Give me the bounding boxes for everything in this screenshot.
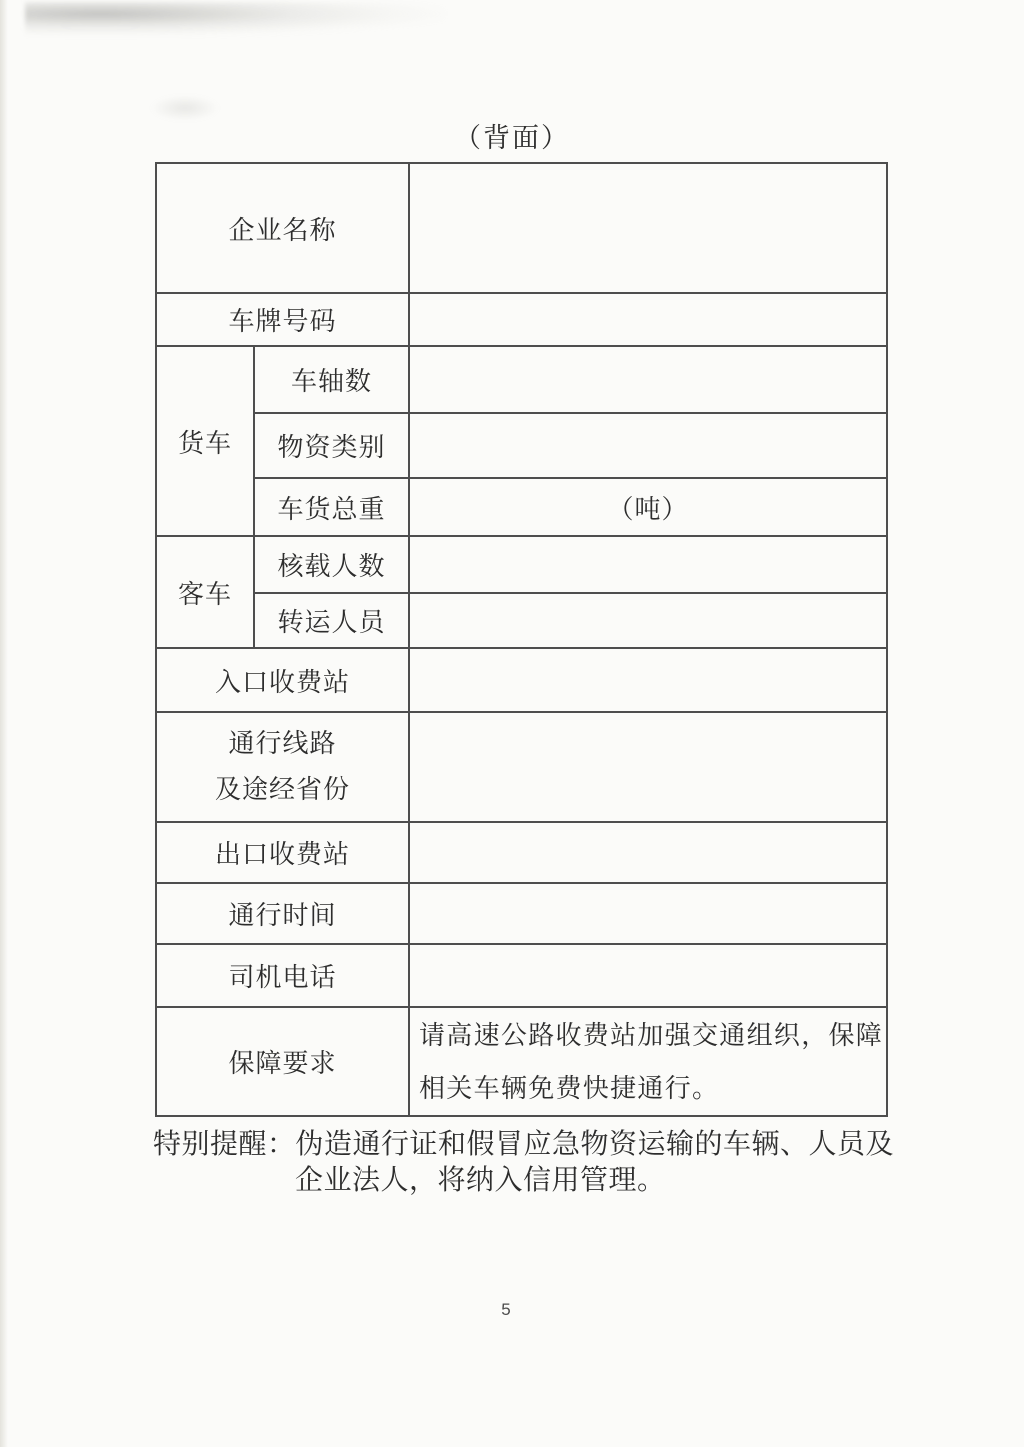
plate-number-value-cell xyxy=(409,293,887,346)
material-category-value-cell xyxy=(409,413,887,478)
row-exit-toll xyxy=(156,822,887,883)
guarantee-label: 保障要求 xyxy=(156,1007,409,1116)
guarantee-text-line2: 相关车辆免费快捷通行。 xyxy=(419,1073,720,1103)
guarantee-text-line1: 请高速公路收费站加强交通组织，保障 xyxy=(419,1020,884,1050)
passenger-capacity-value-cell xyxy=(409,536,887,593)
scan-edge-shadow xyxy=(0,0,8,1447)
row-transit-time xyxy=(156,883,887,944)
driver-phone-label: 司机电话 xyxy=(156,944,409,1007)
exit-toll-value-cell xyxy=(409,822,887,883)
gross-weight-unit-cell: （吨） xyxy=(409,478,887,536)
entrance-toll-value-cell xyxy=(409,648,887,712)
row-truck-weight xyxy=(156,478,887,536)
scan-artifact xyxy=(25,2,445,36)
axle-count-value-cell xyxy=(409,346,887,413)
material-category-label: 物资类别 xyxy=(254,413,409,478)
company-name-label: 企业名称 xyxy=(156,163,409,293)
row-guarantee xyxy=(156,1007,887,1116)
bus-group-label: 客车 xyxy=(156,536,254,648)
route-label-line2: 及途经省份 xyxy=(214,775,350,804)
transfer-personnel-value-cell xyxy=(409,593,887,648)
row-truck-material xyxy=(156,413,887,478)
transit-time-label: 通行时间 xyxy=(156,883,409,944)
row-bus-personnel xyxy=(156,593,887,648)
row-company-name xyxy=(156,163,887,293)
transit-time-value-cell xyxy=(409,883,887,944)
reminder-line1 xyxy=(153,1127,898,1163)
entrance-toll-label: 入口收费站 xyxy=(156,648,409,712)
driver-phone-value-cell xyxy=(409,944,887,1007)
page-number: 5 xyxy=(501,1300,511,1319)
route-label xyxy=(156,712,409,822)
reminder-label: 特别提醒： xyxy=(153,1129,296,1160)
pass-form-table xyxy=(155,162,888,1117)
route-value-cell xyxy=(409,712,887,822)
reminder-text-line1: 伪造通行证和假冒应急物资运输的车辆、人员及 xyxy=(295,1129,895,1160)
special-reminder xyxy=(153,1127,898,1199)
guarantee-text-cell xyxy=(409,1007,887,1116)
gross-weight-label: 车货总重 xyxy=(254,478,409,536)
page-title: （背面） xyxy=(454,123,570,153)
truck-group-label: 货车 xyxy=(156,346,254,536)
row-bus-capacity xyxy=(156,536,887,593)
company-name-value-cell xyxy=(409,163,887,293)
axle-count-label: 车轴数 xyxy=(254,346,409,413)
reminder-text-line2: 企业法人，将纳入信用管理。 xyxy=(295,1165,666,1196)
row-route xyxy=(156,712,887,822)
plate-number-label: 车牌号码 xyxy=(156,293,409,346)
row-plate-number xyxy=(156,293,887,346)
row-truck-axles xyxy=(156,346,887,413)
transfer-personnel-label: 转运人员 xyxy=(254,593,409,648)
route-label-line1: 通行线路 xyxy=(228,729,337,758)
passenger-capacity-label: 核载人数 xyxy=(254,536,409,593)
row-entrance-toll xyxy=(156,648,887,712)
exit-toll-label: 出口收费站 xyxy=(156,822,409,883)
row-driver-phone xyxy=(156,944,887,1007)
